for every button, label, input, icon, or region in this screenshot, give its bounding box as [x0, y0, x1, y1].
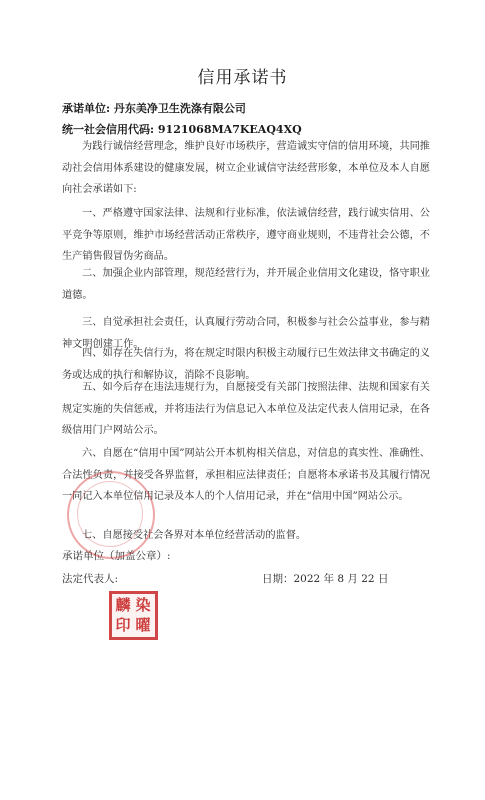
legal-representative-label: 法定代表人: [62, 573, 119, 585]
seal-char-2: 染 [135, 596, 151, 614]
clause-4: 四、如存在失信行为，将在规定时限内积极主动履行已生效法律文书确定的义务或达成的执行和解协议，消除不良影响。 [62, 348, 430, 381]
seal-char-3: 印 [115, 616, 131, 634]
sign-date: 日期：2022 年 8 月 22 日 [262, 573, 389, 585]
credit-code-value: 9121068MA7KEAQ4XQ [157, 123, 302, 136]
seal-char-1: 麟 [115, 596, 131, 614]
seal-char-4: 曜 [135, 616, 151, 634]
clause-6: 六、自愿在“信用中国”网站公开本机构相关信息，对信息的真实性、准确性、合法性负责，并接受各界监督，承担相应法律责任；自愿将本承诺书及其履行情况一同记入本单位信用记录及本人的个人信用记录，并在“信用中国”网站公示。 [62, 448, 430, 502]
credit-code-line [62, 121, 302, 137]
document-title: 信用承诺书 [197, 68, 288, 88]
credit-code-label: 统一社会信用代码: [62, 123, 155, 136]
promisor-line [62, 100, 246, 116]
intro-paragraph: 为践行诚信经营理念，维护良好市场秩序，营造诚实守信的信用环境，共同推动社会信用体系建设的健康发展，树立企业诚信守法经营形象，本单位及本人自愿向社会承诺如下: [62, 141, 430, 195]
signatory-unit-label: 承诺单位（加盖公章）: [62, 550, 171, 562]
clause-1: 一、严格遵守国家法律、法规和行业标准，依法诚信经营，践行诚实信用、公平竞争等原则，维护市场经营活动正常秩序，遵守商业规则，不违背社会公德，不生产销售假冒伪劣商品。 [62, 208, 430, 262]
clause-2: 二、加强企业内部管理，规范经营行为，并开展企业信用文化建设，恪守职业道德。 [62, 268, 430, 301]
promisor-label: 承诺单位: [62, 102, 111, 115]
clause-3: 三、自觉承担社会责任，认真履行劳动合同，积极参与社会公益事业，参与精神文明创建工作。 [62, 317, 430, 350]
personal-seal-icon [109, 591, 158, 640]
clause-5: 五、如今后存在违法违规行为，自愿接受有关部门按照法律、法规和国家有关规定实施的失信惩戒，并将违法行为信息记入本单位及法定代表人信用记录，在各级信用门户网站公示。 [62, 382, 430, 436]
promisor-name: 丹东美净卫生洗涤有限公司 [113, 102, 246, 115]
clause-7: 七、自愿接受社会各界对本单位经营活动的监督。 [82, 530, 307, 541]
